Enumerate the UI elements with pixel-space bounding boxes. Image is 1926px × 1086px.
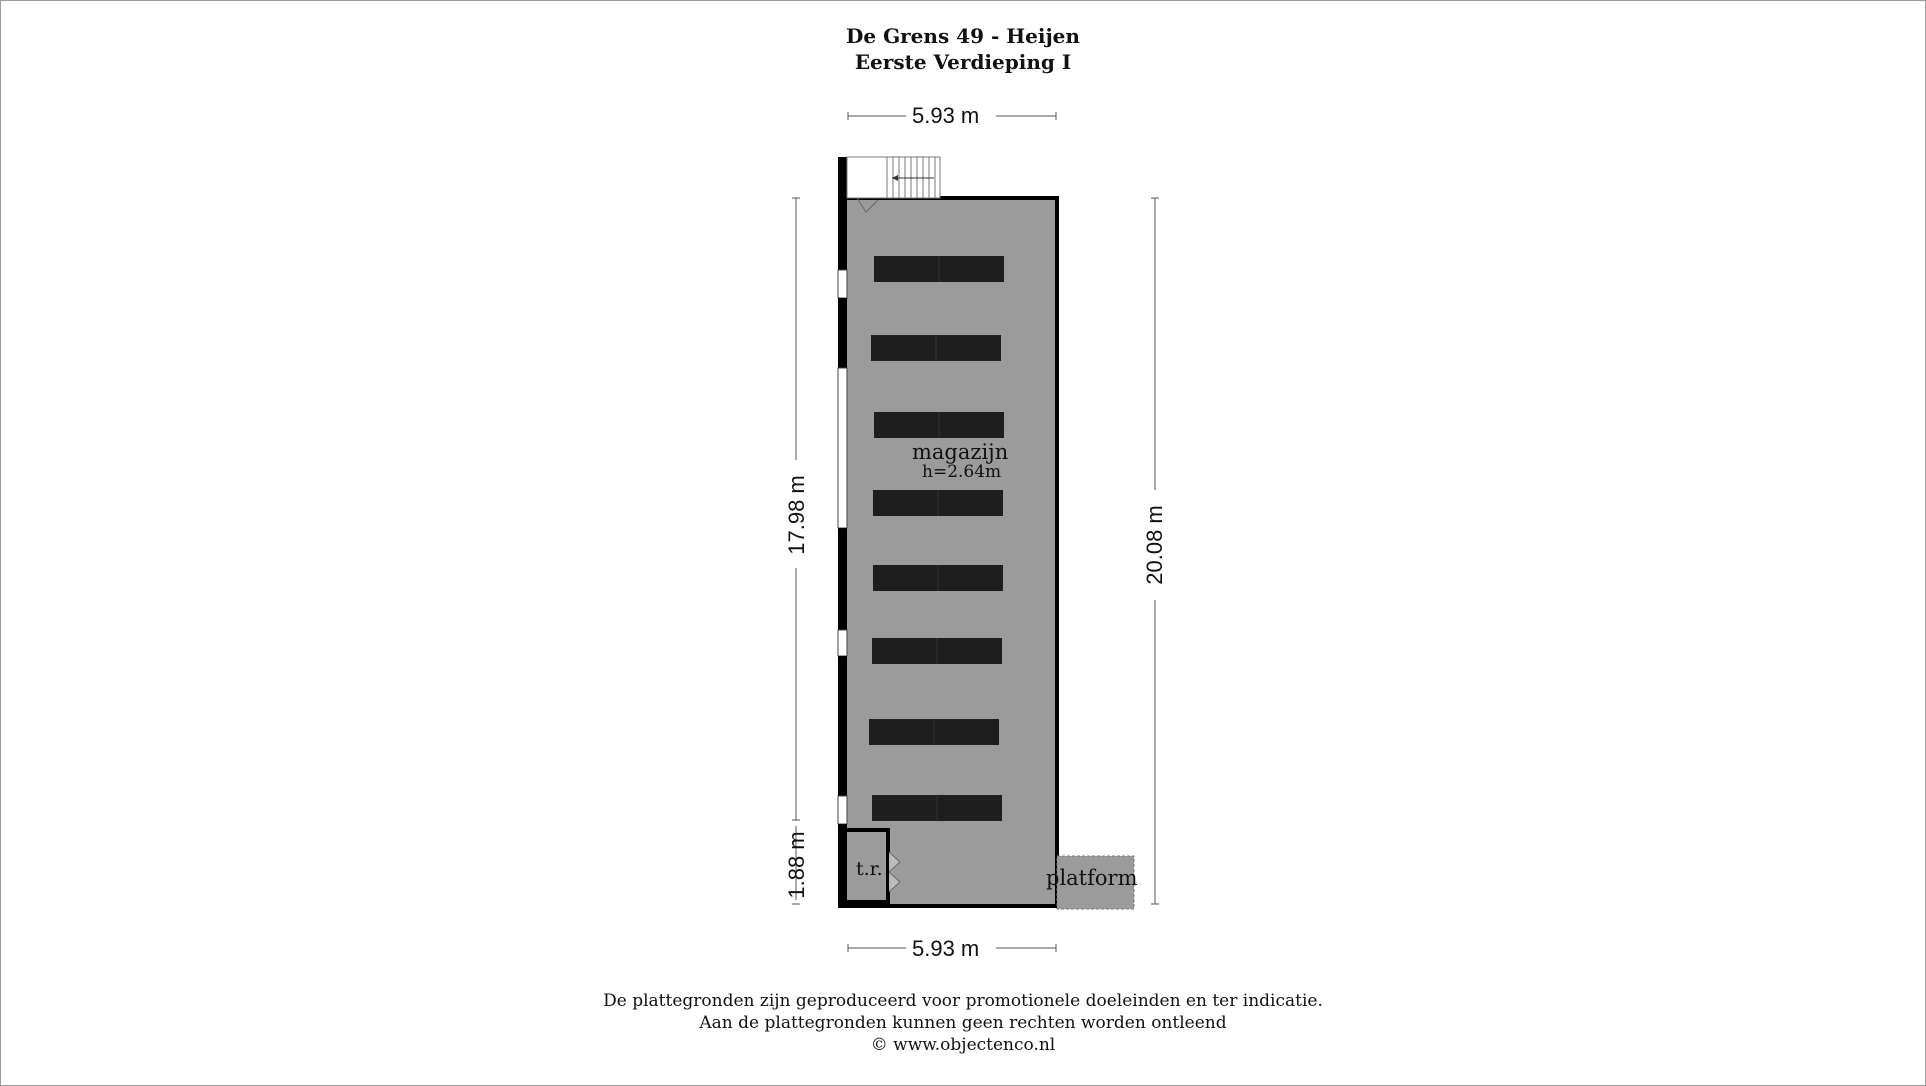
- window: [838, 796, 847, 824]
- window: [838, 368, 847, 528]
- dim-top-label: 5.93 m: [912, 103, 980, 128]
- dim-right-label: 20.08 m: [1142, 505, 1167, 585]
- room-height-warehouse: h=2.64m: [922, 462, 1002, 482]
- stair-landing: [847, 157, 887, 198]
- room-name-toilet: t.r.: [856, 858, 883, 880]
- plan-subtitle: Eerste Verdieping I: [854, 50, 1072, 74]
- dim-left-main-label: 17.98 m: [784, 475, 809, 555]
- plan-title: De Grens 49 - Heijen: [846, 24, 1080, 48]
- disclaimer-line-2: Aan de plattegronden kunnen geen rechten worden ontleend: [699, 1013, 1227, 1033]
- disclaimer: [0, 990, 1926, 1056]
- disclaimer-line-1: De plattegronden zijn geproduceerd voor promotionele doeleinden en ter indicatie.: [603, 991, 1323, 1011]
- window: [838, 630, 847, 656]
- dim-bottom-label: 5.93 m: [912, 936, 980, 961]
- window: [838, 270, 847, 298]
- wall-left: [838, 157, 847, 908]
- copyright-line: © www.objectenco.nl: [870, 1035, 1056, 1055]
- dim-left-small-label: 1.88 m: [784, 831, 809, 899]
- room-name-platform: platform: [1046, 866, 1138, 890]
- wall-right: [1055, 196, 1059, 908]
- room-name-warehouse: magazijn: [912, 440, 1009, 464]
